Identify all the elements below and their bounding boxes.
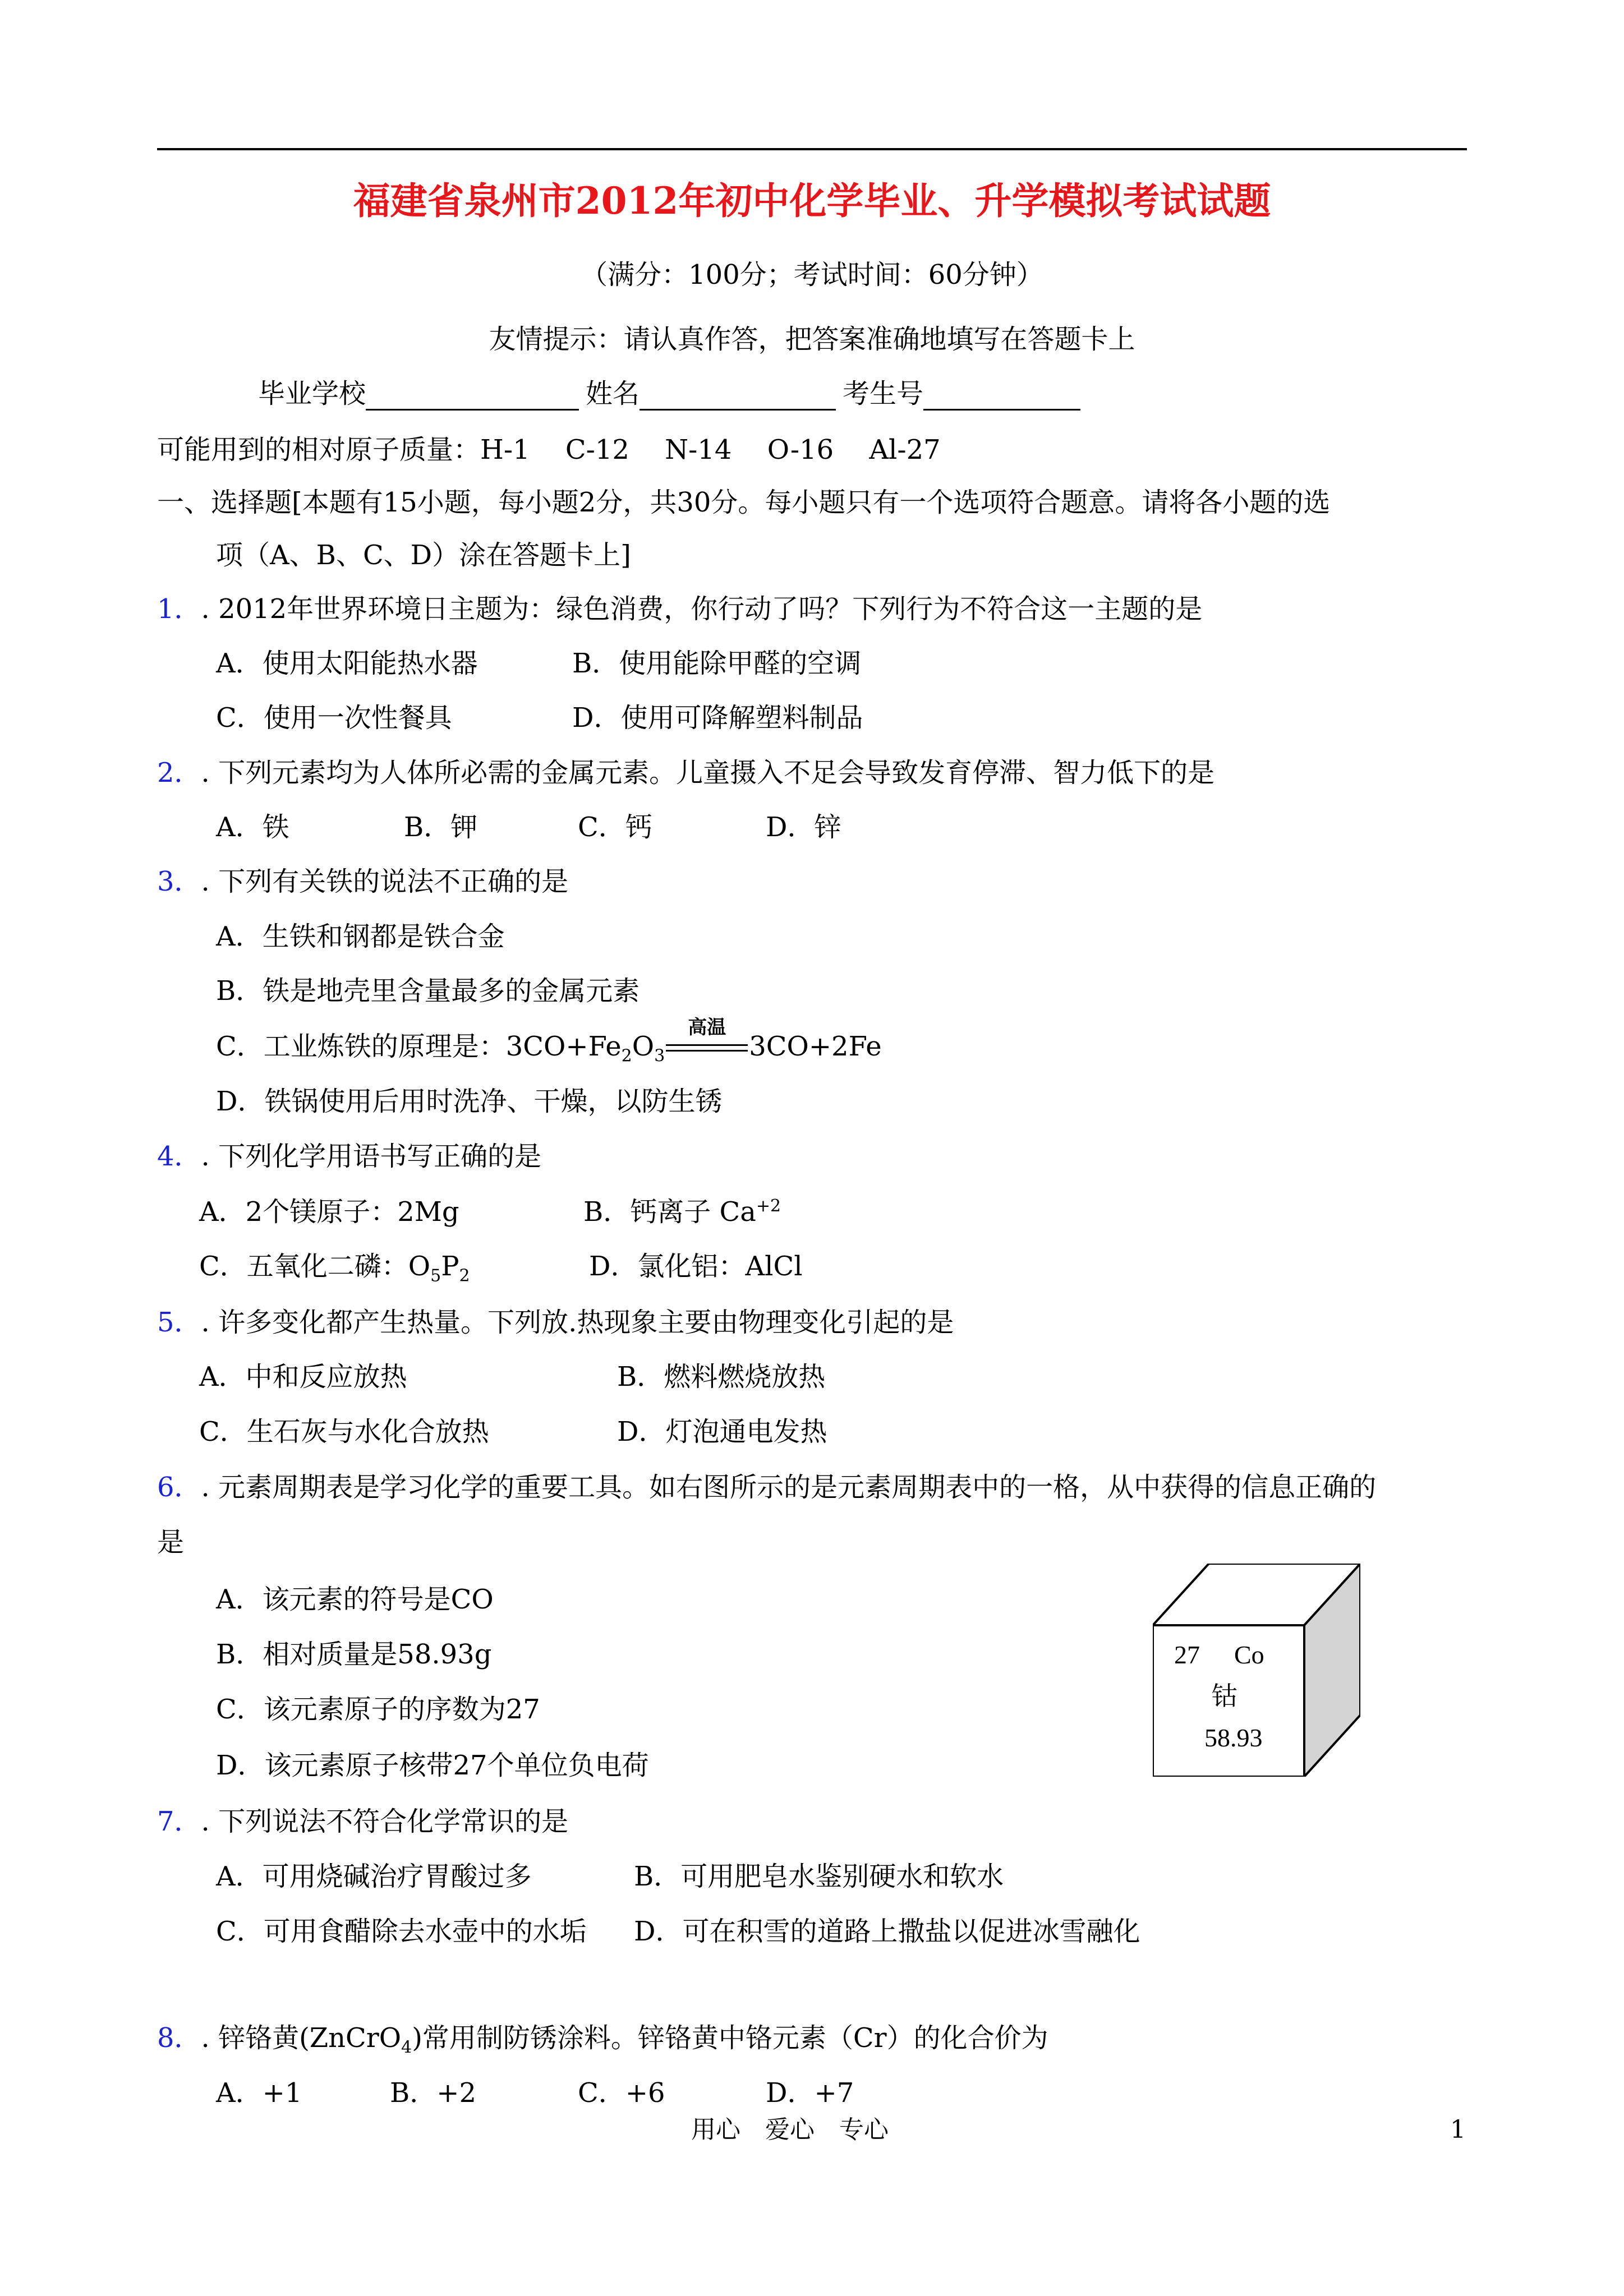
q2-option-a[interactable]: A．铁 xyxy=(216,812,289,843)
atomic-masses: 可能用到的相对原子质量：H-1 C-12 N-14 O-16 Al-27 xyxy=(157,434,941,465)
question-1 xyxy=(157,592,1202,626)
q4-option-a[interactable]: A．2个镁原子：2Mg xyxy=(199,1196,459,1228)
question-number: 8． xyxy=(157,2022,201,2054)
question-4 xyxy=(157,1140,541,1173)
q8-option-a[interactable]: A．+1 xyxy=(216,2077,302,2109)
tip-note: 友情提示：请认真作答，把答案准确地填写在答题卡上 xyxy=(489,324,1135,355)
q7-option-a[interactable]: A．可用烧碱治疗胃酸过多 xyxy=(216,1861,532,1892)
q4-option-b[interactable]: B．钙离子 $Ca^{+2}$ xyxy=(583,1196,781,1228)
question-number: 6． xyxy=(157,1472,201,1503)
q7-option-d[interactable]: D．可在积雪的道路上撒盐以促进冰雪融化 xyxy=(634,1916,1140,1947)
question-stem: . 下列有关铁的说法不正确的是 xyxy=(201,866,569,897)
full-score-note: （满分：100分；考试时间：60分钟） xyxy=(581,259,1043,291)
q1-option-a[interactable]: A．使用太阳能热水器 xyxy=(216,648,478,679)
q5-option-d[interactable]: D．灯泡通电发热 xyxy=(617,1416,827,1447)
question-number: 1． xyxy=(157,593,201,625)
equation-left: $3CO+Fe_2O_3$ xyxy=(505,1031,665,1066)
atomic-number: 27 xyxy=(1174,1640,1200,1669)
exam-no-blank[interactable] xyxy=(923,382,1080,411)
q6-option-b[interactable]: B．相对质量是58.93g xyxy=(216,1639,492,1670)
question-number: 5． xyxy=(157,1307,201,1338)
option-text: C．工业炼铁的原理是： xyxy=(216,1031,506,1062)
atomic-mass: 58.93 xyxy=(1204,1723,1263,1752)
q8-option-c[interactable]: C．+6 xyxy=(578,2077,665,2109)
q5-option-a[interactable]: A．中和反应放热 xyxy=(199,1361,407,1393)
page-number: 1 xyxy=(1450,2115,1466,2144)
header-rule xyxy=(157,148,1467,150)
question-5 xyxy=(157,1306,954,1339)
school-label: 毕业学校 xyxy=(258,378,366,409)
reaction-arrow xyxy=(666,1016,748,1063)
q5-option-c[interactable]: C．生石灰与水化合放热 xyxy=(199,1416,489,1447)
question-7 xyxy=(157,1805,568,1838)
q3-option-d[interactable]: D．铁锅使用后用时洗净、干燥，以防生锈 xyxy=(216,1086,723,1117)
q3-option-c[interactable] xyxy=(216,1016,882,1066)
question-stem: . 元素周期表是学习化学的重要工具。如右图所示的是元素周期表中的一格，从中获得的信息正确的 xyxy=(201,1472,1377,1503)
q6-option-c[interactable]: C．该元素原子的序数为27 xyxy=(216,1694,540,1725)
q4-option-d[interactable]: D．氯化铝：AlCl xyxy=(589,1251,803,1282)
exam-no-label: 考生号 xyxy=(843,378,924,409)
section1-line2: 项（A、B、C、D）涂在答题卡上] xyxy=(216,540,631,571)
q8-option-b[interactable]: B．+2 xyxy=(390,2077,477,2109)
q2-option-c[interactable]: C．钙 xyxy=(578,812,652,843)
q2-option-b[interactable]: B．钾 xyxy=(404,812,478,843)
q3-option-a[interactable]: A．生铁和钢都是铁合金 xyxy=(216,921,505,952)
school-blank[interactable] xyxy=(366,382,579,411)
element-name: 钴 xyxy=(1212,1681,1237,1711)
question-2 xyxy=(157,756,1214,790)
question-number: 4． xyxy=(157,1141,201,1172)
section1-line1: 一、选择题[本题有15小题，每小题2分，共30分。每小题只有一个选项符合题意。请将各小题的选 xyxy=(157,487,1331,518)
q6-option-a[interactable]: A．该元素的符号是CO xyxy=(216,1584,494,1615)
name-label: 姓名 xyxy=(586,378,640,409)
name-blank[interactable] xyxy=(640,382,836,411)
q1-option-c[interactable]: C．使用一次性餐具 xyxy=(216,702,452,734)
question-stem: . 下列说法不符合化学常识的是 xyxy=(201,1806,569,1837)
question-number: 7． xyxy=(157,1806,201,1837)
q1-option-b[interactable]: B．使用能除甲醛的空调 xyxy=(572,648,862,679)
question-3 xyxy=(157,865,568,898)
question-8: 8．. 锌铬黄(ZnCrO$_4$)常用制防锈涂料。锌铬黄中铬元素（Cr）的化合价为 xyxy=(157,2022,1048,2058)
footer-motto: 用心 爱心 专心 xyxy=(691,2115,889,2144)
equation-right: 3CO+2Fe xyxy=(749,1031,882,1062)
question-6 xyxy=(157,1470,1376,1504)
q7-option-c[interactable]: C．可用食醋除去水壶中的水垢 xyxy=(216,1916,587,1947)
q4-option-c[interactable]: C．五氧化二磷：$O_5P_2$ xyxy=(199,1251,470,1286)
q5-option-b[interactable]: B．燃料燃烧放热 xyxy=(617,1361,826,1393)
candidate-info-line xyxy=(258,377,1087,411)
question-number: 3． xyxy=(157,866,201,897)
element-symbol: Co xyxy=(1234,1640,1264,1669)
q7-option-b[interactable]: B．可用肥皂水鉴别硬水和软水 xyxy=(634,1861,1004,1892)
question-stem: . 2012年世界环境日主题为：绿色消费，你行动了吗？下列行为不符合这一主题的是 xyxy=(201,593,1203,625)
question-number: 2． xyxy=(157,757,201,789)
q6-option-d[interactable]: D．该元素原子核带27个单位负电荷 xyxy=(216,1750,649,1781)
reaction-condition: 高温 xyxy=(688,1016,726,1039)
question-stem: . 许多变化都产生热量。下列放.热现象主要由物理变化引起的是 xyxy=(201,1307,954,1338)
page-title: 福建省泉州市2012年初中化学毕业、升学模拟考试试题 xyxy=(353,179,1271,223)
question-stem: . 锌铬黄(ZnCrO xyxy=(201,2022,402,2054)
q3-option-b[interactable]: B．铁是地壳里含量最多的金属元素 xyxy=(216,975,640,1007)
q1-option-d[interactable]: D．使用可降解塑料制品 xyxy=(572,702,863,734)
element-cell-figure xyxy=(1153,1564,1360,1777)
q2-option-d[interactable]: D．锌 xyxy=(766,812,841,843)
question-6-stem-cont: 是 xyxy=(157,1527,185,1558)
question-stem: . 下列化学用语书写正确的是 xyxy=(201,1141,542,1172)
q8-option-d[interactable]: D．+7 xyxy=(766,2077,854,2109)
question-stem: . 下列元素均为人体所必需的金属元素。儿童摄入不足会导致发育停滞、智力低下的是 xyxy=(201,757,1215,789)
